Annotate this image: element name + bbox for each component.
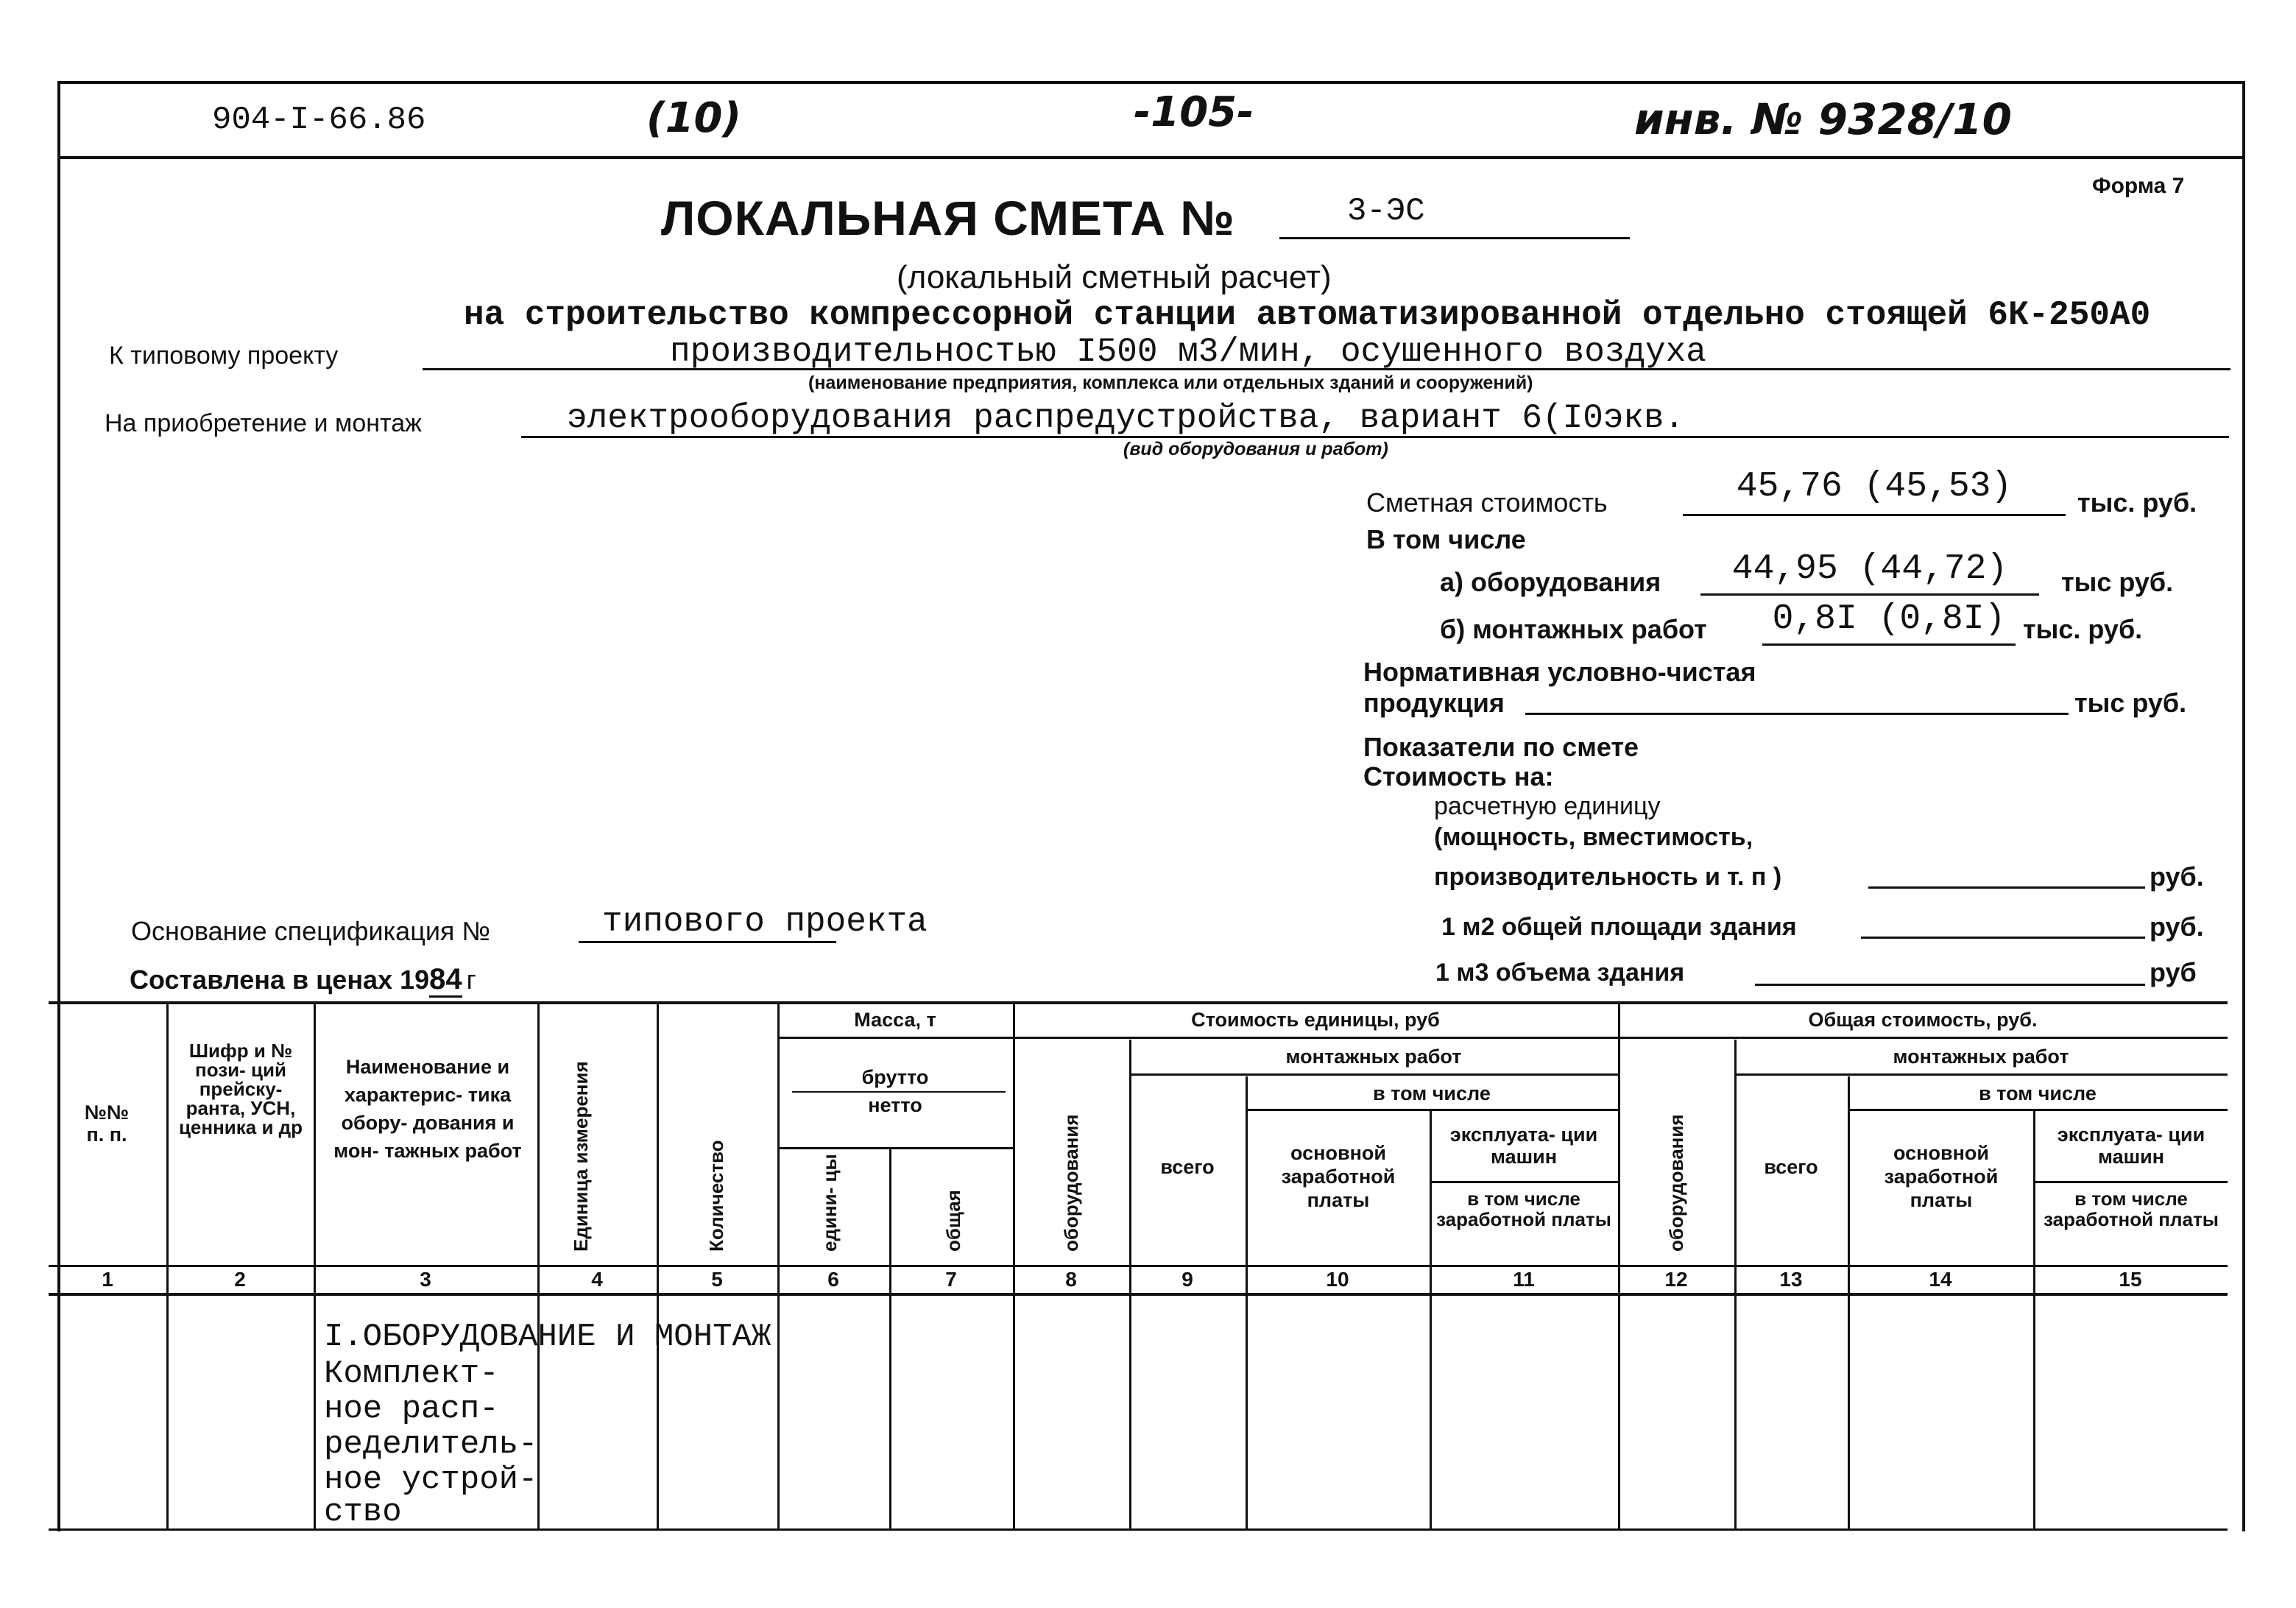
col-rule-6 bbox=[889, 1149, 891, 1528]
grand-machines-rule bbox=[2033, 1181, 2228, 1183]
sheet-number: (10) bbox=[646, 94, 742, 142]
purchase-label: На приобретение и монтаж bbox=[105, 409, 422, 437]
estimate-number bbox=[1279, 193, 1630, 239]
basis-label: Основание спецификация № bbox=[131, 916, 491, 946]
header-unit-incl: в том числе bbox=[1373, 1082, 1491, 1104]
normative-underline bbox=[1525, 713, 2069, 715]
col-number-10: 10 bbox=[1326, 1268, 1349, 1291]
normative-unit: тыс руб. bbox=[2074, 688, 2187, 718]
col-number-6: 6 bbox=[827, 1268, 839, 1291]
brutto-rule bbox=[792, 1091, 1006, 1093]
header-grand-incl: в том числе bbox=[1979, 1082, 2097, 1104]
compiled-year: 84 bbox=[429, 963, 462, 998]
header-brutto: брутто bbox=[861, 1066, 929, 1088]
col-rule-13 bbox=[1848, 1076, 1850, 1528]
unit-cost-rule bbox=[1013, 1037, 1618, 1039]
col-rule-14 bbox=[2033, 1110, 2035, 1528]
header-col2: Шифр и № пози- ций прейску- ранта, УСН, ценника и др bbox=[178, 1040, 303, 1138]
col-number-13: 13 bbox=[1779, 1268, 1803, 1291]
item-line-4: ное устрой- bbox=[324, 1461, 538, 1498]
compiled-label bbox=[130, 963, 476, 996]
header-col7: общая bbox=[942, 1190, 964, 1252]
grand-install-rule bbox=[1734, 1073, 2228, 1076]
estimate-number-value: 3-ЭС bbox=[1347, 193, 1425, 230]
compiled-suffix: г bbox=[466, 965, 476, 995]
equipment-cost-value: 44,95 (44,72) bbox=[1731, 549, 2008, 589]
header-col1: №№ п. п. bbox=[84, 1101, 130, 1146]
page-title: ЛОКАЛЬНАЯ СМЕТА № bbox=[661, 191, 1235, 245]
header-col5: Количество bbox=[705, 1140, 727, 1252]
header-grand-base-wage: основной заработной платы bbox=[1884, 1142, 1999, 1211]
header-col3: Наименование и характерис- тика обору- дования и мон- тажных работ bbox=[333, 1056, 522, 1162]
area-label: 1 м2 общей площади здания bbox=[1441, 913, 1797, 941]
col-rule-2 bbox=[314, 1003, 316, 1528]
col-number-5: 5 bbox=[711, 1268, 723, 1291]
section-title: I.ОБОРУДОВАНИЕ И МОНТАЖ bbox=[324, 1319, 771, 1355]
frame-top bbox=[57, 81, 2245, 84]
col-number-2: 2 bbox=[234, 1268, 246, 1291]
page-subtitle: (локальный сметный расчет) bbox=[897, 259, 1332, 295]
col-rule-10 bbox=[1430, 1110, 1432, 1528]
project-line-2: производительностью I500 м3/мин, осушенного воздуха bbox=[670, 333, 1706, 371]
normative-label-2: продукция bbox=[1363, 688, 1505, 718]
normative-label-1: Нормативная условно-чистая bbox=[1363, 657, 1756, 687]
frame-left bbox=[57, 81, 60, 1531]
purchase-value: электрооборудования распредустройства, вариант 6(I0экв. bbox=[567, 399, 1685, 437]
project-label: К типовому проекту bbox=[109, 342, 339, 370]
project-line-1: на строительство компрессорной станции автоматизированной отдельно стоящей 6К-250А0 bbox=[464, 296, 2151, 334]
item-line-1: Комплект- bbox=[324, 1355, 499, 1392]
header-unit-total: всего bbox=[1160, 1156, 1215, 1178]
doc-code: 904-I-66.86 bbox=[212, 102, 426, 138]
basis-underline bbox=[579, 941, 836, 943]
install-cost-unit: тыс. руб. bbox=[2023, 614, 2143, 644]
col-number-3: 3 bbox=[420, 1268, 431, 1291]
form-label: Форма 7 bbox=[2092, 174, 2185, 198]
unit-machines-rule bbox=[1430, 1181, 1618, 1183]
compiled-prefix: Составлена в ценах 19 bbox=[130, 965, 430, 995]
volume-underline bbox=[1755, 984, 2145, 986]
header-unit-base-wage: основной заработной платы bbox=[1281, 1142, 1396, 1211]
inventory-number: инв. № 9328/10 bbox=[1634, 94, 2012, 144]
header-grand-machines: эксплуата- ции машин bbox=[2057, 1124, 2205, 1168]
col-number-1: 1 bbox=[102, 1268, 113, 1291]
cost-on-label: Стоимость на: bbox=[1363, 761, 1554, 791]
header-grand-cost: Общая стоимость, руб. bbox=[1808, 1009, 2038, 1031]
table-numbers-bottom-rule bbox=[49, 1293, 2228, 1296]
header-unit-equipment: оборудования bbox=[1060, 1114, 1082, 1252]
purchase-note: (вид оборудования и работ) bbox=[1123, 439, 1388, 459]
equipment-cost-field bbox=[1700, 549, 2039, 596]
item-line-5: ство bbox=[324, 1494, 402, 1531]
col-rule-1 bbox=[166, 1003, 169, 1528]
col-number-4: 4 bbox=[591, 1268, 603, 1291]
equipment-cost-label: а) оборудования bbox=[1440, 567, 1661, 597]
including-label: В том числе bbox=[1366, 524, 1526, 554]
header-netto: нетто bbox=[868, 1094, 922, 1116]
header-divider bbox=[57, 156, 2245, 159]
header-col4: Единица измерения bbox=[570, 1061, 592, 1252]
total-cost-label: Сметная стоимость bbox=[1366, 487, 1608, 518]
header-unit-cost: Стоимость единицы, руб bbox=[1191, 1009, 1440, 1031]
header-grand-install: монтажных работ bbox=[1893, 1045, 2069, 1068]
calc-unit-rub: руб. bbox=[2150, 861, 2204, 892]
header-mass: Масса, т bbox=[854, 1009, 936, 1031]
area-underline bbox=[1861, 937, 2145, 939]
header-unit-machines: эксплуата- ции машин bbox=[1449, 1124, 1598, 1168]
area-rub: руб. bbox=[2150, 911, 2204, 942]
total-cost-field bbox=[1683, 467, 2066, 516]
calc-unit-2: (мощность, вместимость, bbox=[1434, 823, 1753, 851]
mass-rule bbox=[777, 1037, 1013, 1039]
header-grand-total: всего bbox=[1764, 1156, 1818, 1178]
col-number-8: 8 bbox=[1065, 1268, 1077, 1291]
col-rule-9 bbox=[1246, 1076, 1248, 1528]
netto-rule bbox=[777, 1147, 1013, 1149]
volume-label: 1 м3 объема здания bbox=[1435, 959, 1685, 987]
frame-right bbox=[2242, 81, 2245, 1531]
header-unit-install: монтажных работ bbox=[1285, 1045, 1462, 1068]
col-rule-11 bbox=[1618, 1003, 1620, 1528]
page-number: -105- bbox=[1134, 88, 1254, 136]
header-grand-equipment: оборудования bbox=[1665, 1114, 1687, 1252]
col-number-9: 9 bbox=[1181, 1268, 1193, 1291]
col-number-15: 15 bbox=[2119, 1268, 2142, 1291]
unit-incl-rule bbox=[1246, 1109, 1618, 1111]
grand-incl-rule bbox=[1848, 1109, 2228, 1111]
grand-cost-rule bbox=[1618, 1037, 2228, 1039]
unit-install-rule bbox=[1129, 1073, 1618, 1076]
equipment-cost-unit: тыс руб. bbox=[2061, 567, 2174, 597]
col-number-11: 11 bbox=[1513, 1268, 1535, 1291]
col-rule-4 bbox=[657, 1003, 659, 1528]
col-number-14: 14 bbox=[1929, 1268, 1952, 1291]
install-cost-field bbox=[1762, 599, 2016, 646]
total-cost-unit: тыс. руб. bbox=[2077, 487, 2197, 518]
install-cost-label: б) монтажных работ bbox=[1440, 614, 1707, 644]
volume-rub: руб bbox=[2150, 957, 2197, 987]
calc-unit-1: расчетную единицу bbox=[1434, 792, 1661, 820]
calc-unit-underline bbox=[1868, 886, 2145, 889]
install-cost-value: 0,8I (0,8I) bbox=[1772, 599, 2006, 639]
basis-value: типового проекта bbox=[602, 903, 928, 941]
header-unit-machines-wage: в том числе заработной платы bbox=[1436, 1188, 1611, 1230]
indicators-label: Показатели по смете bbox=[1363, 732, 1639, 762]
project-note: (наименование предприятия, комплекса или отдельных зданий и сооружений) bbox=[808, 373, 1533, 393]
header-grand-machines-wage: в том числе заработной платы bbox=[2044, 1188, 2219, 1230]
col-number-7: 7 bbox=[945, 1268, 957, 1291]
table-top-rule bbox=[49, 1001, 2228, 1004]
col-number-12: 12 bbox=[1664, 1268, 1688, 1291]
col-rule-7 bbox=[1013, 1003, 1015, 1528]
table-numbers-top-rule bbox=[49, 1265, 2228, 1267]
calc-unit-3: производительность и т. п ) bbox=[1434, 863, 1782, 891]
header-col6: едини- цы bbox=[819, 1154, 841, 1252]
item-line-2: ное расп- bbox=[324, 1391, 499, 1428]
total-cost-value: 45,76 (45,53) bbox=[1736, 467, 2013, 507]
item-line-3: ределитель- bbox=[324, 1426, 538, 1463]
